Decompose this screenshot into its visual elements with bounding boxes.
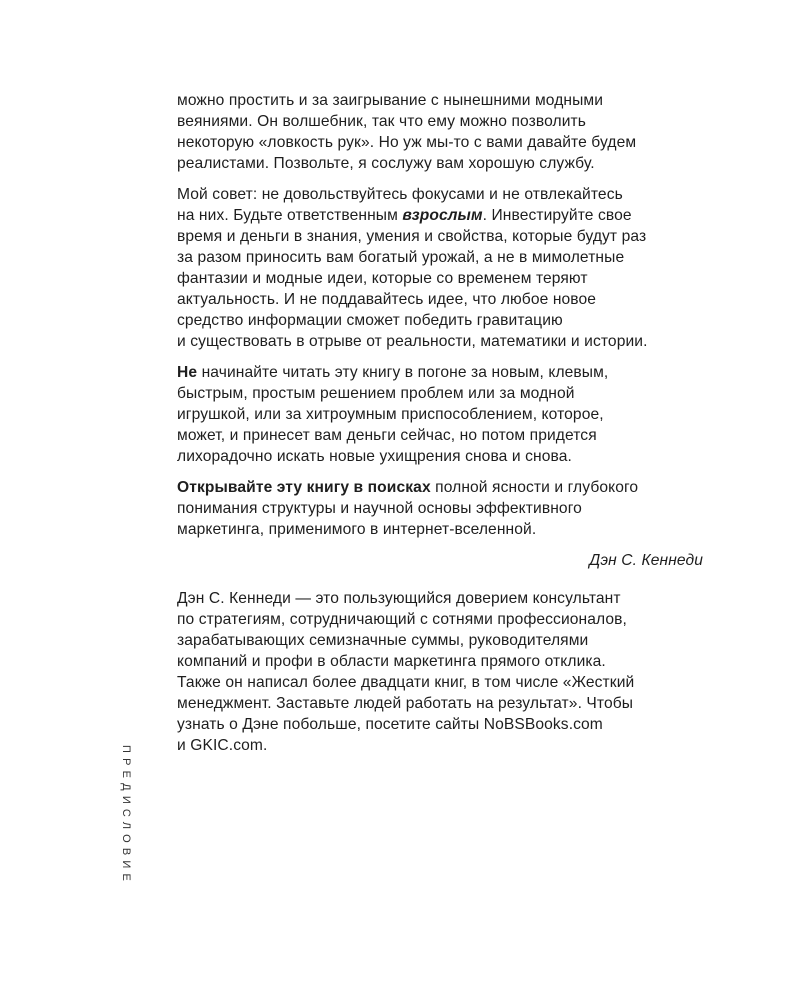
- text-line: лихорадочно искать новые ухищрения снова и снова.: [177, 448, 572, 465]
- bold-lead: Не: [177, 364, 198, 381]
- bold-lead: Открывайте эту книгу в поисках: [177, 479, 431, 496]
- text-line: [177, 477, 707, 498]
- text-line: фантазии и модные идеи, которые со временем теряют: [177, 270, 588, 287]
- text-line: средство информации сможет победить гравитацию: [177, 312, 563, 329]
- text-line: веяниями. Он волшебник, так что ему можно позволить: [177, 113, 587, 130]
- text-line: [177, 205, 707, 226]
- text-line: игрушкой, или за хитроумным приспособлением, которое,: [177, 406, 604, 423]
- text-line: можно простить и за заигрывание с нынешними модными: [177, 92, 604, 109]
- text-line: Мой совет: не довольствуйтесь фокусами и не отвлекайтесь: [177, 186, 623, 203]
- text-segment: полной ясности и глубокого: [430, 479, 639, 496]
- text-segment: начинайте читать эту книгу в погоне за новым, клевым,: [197, 364, 609, 381]
- text-line: компаний и профи в области маркетинга прямого отклика.: [177, 653, 606, 670]
- text-line: Дэн С. Кеннеди — это пользующийся доверием консультант: [177, 590, 621, 607]
- emphasis-word: взрослым: [402, 207, 483, 224]
- author-bio: [177, 588, 707, 756]
- text-segment: . Инвестируйте свое: [482, 207, 632, 224]
- text-line: по стратегиям, сотрудничающий с сотнями профессионалов,: [177, 611, 627, 628]
- text-line: узнать о Дэне побольше, посетите сайты NoBSBooks.com: [177, 716, 603, 733]
- text-line: реалистами. Позвольте, я сослужу вам хорошую службу.: [177, 155, 595, 172]
- text-line: время и деньги в знания, умения и свойства, которые будут раз: [177, 228, 647, 245]
- main-text-column: [177, 90, 707, 756]
- paragraph-2: [177, 184, 707, 352]
- text-line: зарабатывающих семизначные суммы, руководителями: [177, 632, 589, 649]
- text-line: [177, 362, 707, 383]
- text-line: быстрым, простым решением проблем или за модной: [177, 385, 575, 402]
- text-line: некоторую «ловкость рук». Но уж мы-то с вами давайте будем: [177, 134, 637, 151]
- paragraph-4: [177, 477, 707, 540]
- text-line: менеджмент. Заставьте людей работать на результат». Чтобы: [177, 695, 634, 712]
- text-line: за разом приносить вам богатый урожай, а не в мимолетные: [177, 249, 625, 266]
- text-line: маркетинга, применимого в интернет-вселенной.: [177, 521, 537, 538]
- text-segment: на них. Будьте ответственным: [177, 207, 403, 224]
- section-side-label: ПРЕДИСЛОВИЕ: [120, 745, 132, 887]
- text-line: актуальность. И не поддавайтесь идее, что любое новое: [177, 291, 597, 308]
- text-line: Также он написал более двадцати книг, в том числе «Жесткий: [177, 674, 635, 691]
- text-line: и существовать в отрыве от реальности, математики и истории.: [177, 333, 648, 350]
- text-line: может, и принесет вам деньги сейчас, но потом придется: [177, 427, 597, 444]
- text-line: и GKIC.com.: [177, 737, 268, 754]
- paragraph-3: [177, 362, 707, 467]
- text-line: понимания структуры и научной основы эффективного: [177, 500, 582, 517]
- paragraph-1: [177, 90, 707, 174]
- author-signature: Дэн С. Кеннеди: [589, 552, 703, 569]
